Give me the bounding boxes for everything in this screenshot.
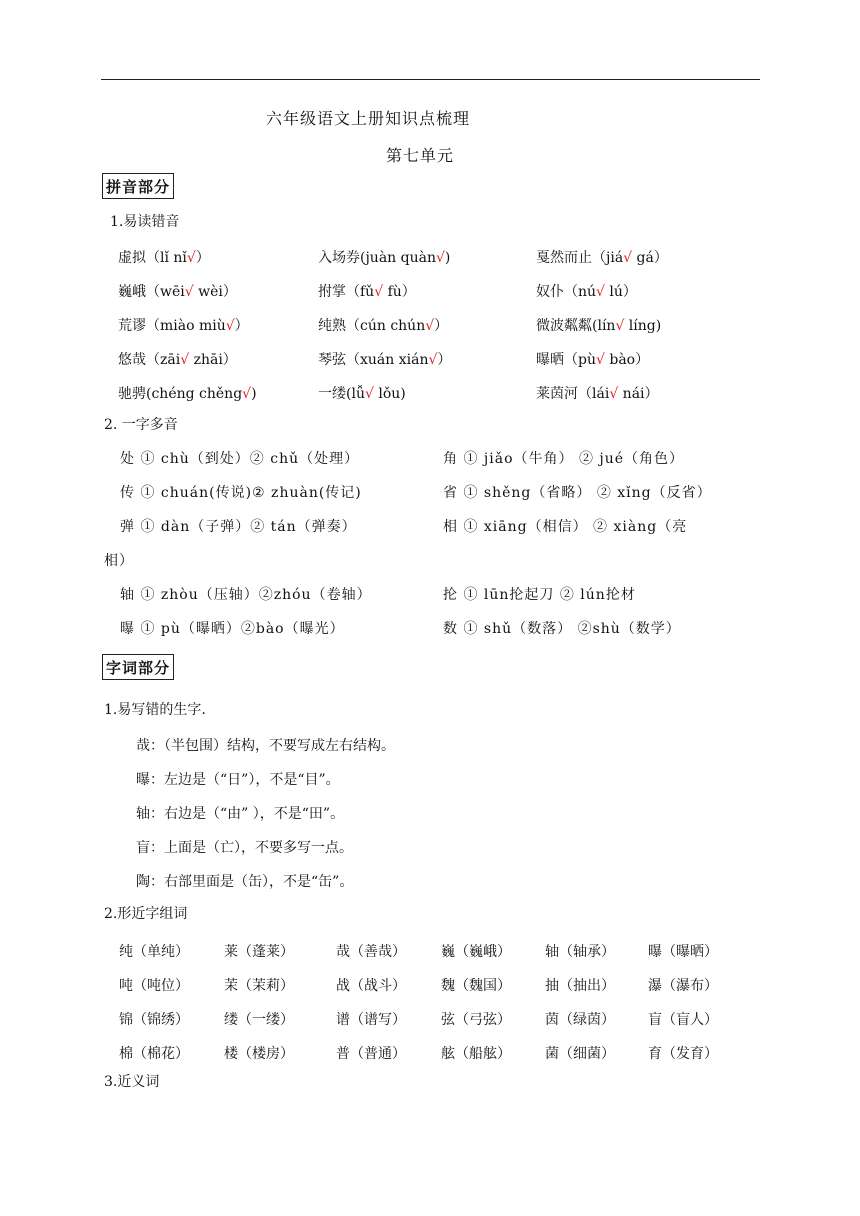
polyphone-entry: 处 ① chù（到处）② chǔ（处理） bbox=[120, 451, 360, 467]
misread-item-tail: nái） bbox=[618, 386, 659, 402]
misread-item bbox=[118, 247, 210, 267]
similar-char-cell: 吨（吨位） bbox=[119, 978, 189, 994]
misread-item-tail: ) bbox=[251, 386, 257, 402]
misread-item-text: 入场券(juàn quàn bbox=[318, 250, 436, 266]
misread-item-text: 奴仆（nú bbox=[536, 284, 597, 300]
correct-check-mark: √ bbox=[615, 318, 625, 334]
correct-check-mark: √ bbox=[180, 352, 190, 368]
correct-check-mark: √ bbox=[595, 352, 605, 368]
polyphone-entry: 相） bbox=[104, 553, 134, 569]
similar-char-cell: 弦（弓弦） bbox=[441, 1012, 511, 1028]
misread-item bbox=[536, 349, 649, 369]
similar-char-cell: 舷（船舷） bbox=[441, 1046, 511, 1062]
similar-char-cell: 缕（一缕） bbox=[224, 1012, 294, 1028]
section-label-words: 字词部分 bbox=[102, 654, 174, 680]
misread-item bbox=[536, 383, 659, 403]
subheading-similar-chars: 2.形近字组词 bbox=[104, 906, 188, 922]
similar-char-cell: 盲（盲人） bbox=[648, 1012, 718, 1028]
similar-char-cell: 菌（细菌） bbox=[545, 1046, 615, 1062]
similar-char-cell: 锦（锦绣） bbox=[119, 1012, 189, 1028]
similar-char-cell: 战（战斗） bbox=[336, 978, 406, 994]
miswrite-note: 陶：右部里面是（缶），不是“缶”。 bbox=[136, 874, 354, 890]
similar-char-cell: 曝（曝晒） bbox=[648, 944, 718, 960]
misread-item-text: 巍峨（wēi bbox=[118, 284, 185, 300]
similar-char-cell: 茵（绿茵） bbox=[545, 1012, 615, 1028]
misread-item-text: 荒谬（miào miù bbox=[118, 318, 226, 334]
misread-item-text: 琴弦（xuán xián bbox=[318, 352, 429, 368]
miswrite-note: 盲：上面是（亡），不要多写一点。 bbox=[136, 840, 353, 856]
similar-char-cell: 莱（蓬莱） bbox=[224, 944, 294, 960]
misread-item-text: 微波粼粼(lín bbox=[536, 318, 616, 334]
correct-check-mark: √ bbox=[425, 318, 435, 334]
miswrite-note: 哉：（半包围）结构，不要写成左右结构。 bbox=[136, 738, 395, 754]
misread-item-text: 曝晒（pù bbox=[536, 352, 596, 368]
polyphone-entry: 省 ① shěng（省略） ② xǐng（反省） bbox=[443, 485, 712, 501]
misread-item bbox=[318, 247, 450, 267]
similar-char-cell: 纯（单纯） bbox=[119, 944, 189, 960]
subheading-synonyms: 3.近义词 bbox=[104, 1074, 160, 1090]
correct-check-mark: √ bbox=[374, 284, 384, 300]
section-label-pinyin: 拼音部分 bbox=[102, 173, 174, 199]
similar-char-cell: 茉（茉莉） bbox=[224, 978, 294, 994]
misread-item-tail: bào） bbox=[604, 352, 650, 368]
misread-item-text: 戛然而止（jiá bbox=[536, 250, 624, 266]
unit-title: 第七单元 bbox=[386, 146, 455, 165]
polyphone-entry: 角 ① jiǎo（牛角） ② jué（角色） bbox=[443, 451, 685, 467]
similar-char-cell: 棉（棉花） bbox=[119, 1046, 189, 1062]
polyphone-entry: 传 ① chuán(传说)② zhuàn(传记) bbox=[120, 485, 362, 501]
misread-item-tail: lú） bbox=[604, 284, 637, 300]
similar-char-cell: 普（普通） bbox=[336, 1046, 406, 1062]
misread-item-tail: ） bbox=[434, 318, 449, 334]
polyphone-entry: 轴 ① zhòu（压轴）②zhóu（卷轴） bbox=[120, 587, 372, 603]
misread-item bbox=[118, 383, 257, 403]
misread-item bbox=[118, 315, 249, 335]
misread-item-text: 一缕(lǚ bbox=[318, 386, 365, 402]
misread-item-tail: gá） bbox=[632, 250, 668, 266]
correct-check-mark: √ bbox=[364, 386, 374, 402]
similar-char-cell: 巍（巍峨） bbox=[441, 944, 511, 960]
misread-item-tail: lǒu) bbox=[373, 386, 406, 402]
similar-char-cell: 育（发育） bbox=[648, 1046, 718, 1062]
misread-item bbox=[536, 315, 661, 335]
polyphone-entry: 相 ① xiāng（相信） ② xiàng（亮 bbox=[443, 519, 688, 535]
header-rule bbox=[101, 79, 760, 80]
misread-item-text: 虚拟（lǐ nǐ bbox=[118, 250, 187, 266]
misread-item-tail: ） bbox=[437, 352, 452, 368]
misread-item-text: 拊掌（fǔ bbox=[318, 284, 375, 300]
correct-check-mark: √ bbox=[596, 284, 605, 300]
correct-check-mark: √ bbox=[428, 352, 438, 368]
misread-item-tail: fù） bbox=[383, 284, 416, 300]
correct-check-mark: √ bbox=[225, 318, 235, 334]
polyphone-entry: 抡 ① lūn抡起刀 ② lún抡材 bbox=[443, 587, 636, 603]
misread-item bbox=[118, 349, 237, 369]
misread-item-text: 纯熟（cún chún bbox=[318, 318, 426, 334]
page-title: 六年级语文上册知识点梳理 bbox=[266, 109, 471, 128]
misread-item bbox=[318, 315, 448, 335]
misread-item bbox=[536, 247, 668, 267]
miswrite-note: 曝：左边是（“日”），不是“目”。 bbox=[136, 772, 340, 788]
correct-check-mark: √ bbox=[186, 250, 196, 266]
misread-item-tail: ） bbox=[234, 318, 249, 334]
misread-item-tail: ) bbox=[444, 250, 451, 266]
misread-item bbox=[318, 383, 406, 403]
similar-char-cell: 魏（魏国） bbox=[441, 978, 511, 994]
correct-check-mark: √ bbox=[435, 250, 445, 266]
misread-item-tail: wèi） bbox=[193, 284, 237, 300]
misread-item bbox=[318, 349, 451, 369]
correct-check-mark: √ bbox=[184, 284, 194, 300]
subheading-polyphone: 2. 一字多音 bbox=[104, 417, 178, 433]
polyphone-entry: 数 ① shǔ（数落） ②shù（数学） bbox=[443, 621, 681, 637]
similar-char-cell: 轴（轴承） bbox=[545, 944, 615, 960]
misread-item-tail: zhāi） bbox=[189, 352, 237, 368]
similar-char-cell: 哉（善哉） bbox=[336, 944, 406, 960]
misread-item-text: 悠哉（zāi bbox=[118, 352, 181, 368]
similar-char-cell: 抽（抽出） bbox=[545, 978, 615, 994]
misread-item bbox=[536, 281, 637, 301]
misread-item-tail: líng) bbox=[624, 318, 662, 334]
correct-check-mark: √ bbox=[609, 386, 619, 402]
correct-check-mark: √ bbox=[242, 386, 252, 402]
polyphone-entry: 曝 ① pù（曝晒）②bào（曝光） bbox=[120, 621, 345, 637]
subheading-miswrite: 1.易写错的生字. bbox=[104, 702, 206, 718]
misread-item-tail: ） bbox=[195, 250, 210, 266]
subheading-misread: 1.易读错音 bbox=[110, 214, 180, 230]
correct-check-mark: √ bbox=[623, 250, 633, 266]
misread-item-text: 莱茵河（lái bbox=[536, 386, 610, 402]
misread-item-text: 驰骋(chéng chěng bbox=[118, 386, 243, 402]
similar-char-cell: 瀑（瀑布） bbox=[648, 978, 718, 994]
similar-char-cell: 谱（谱写） bbox=[336, 1012, 406, 1028]
misread-item bbox=[118, 281, 237, 301]
misread-item bbox=[318, 281, 416, 301]
miswrite-note: 轴：右边是（“由” ），不是“田”。 bbox=[136, 806, 345, 822]
polyphone-entry: 弹 ① dàn（子弹）② tán（弹奏） bbox=[120, 519, 357, 535]
similar-char-cell: 楼（楼房） bbox=[224, 1046, 294, 1062]
